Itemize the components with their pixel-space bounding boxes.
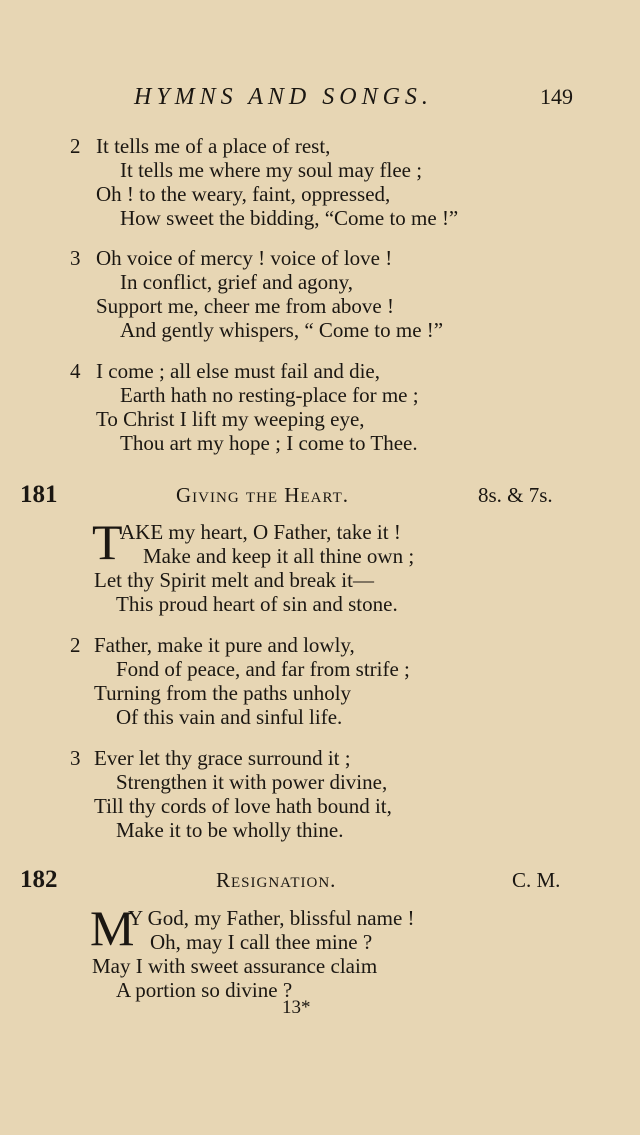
verse-line: Till thy cords of love hath bound it, bbox=[94, 794, 392, 818]
verse-line: How sweet the bidding, “Come to me !” bbox=[120, 206, 459, 230]
verse-line: Make it to be wholly thine. bbox=[116, 818, 344, 842]
verse-line: It tells me of a place of rest, bbox=[96, 134, 331, 158]
verse-line: Fond of peace, and far from strife ; bbox=[116, 657, 410, 681]
verse-line: May I with sweet assurance claim bbox=[92, 954, 378, 978]
running-head-title: HYMNS AND SONGS. bbox=[134, 84, 433, 110]
verse-line: And gently whispers, “ Come to me !” bbox=[120, 318, 444, 342]
hymn-181-heading bbox=[0, 481, 640, 511]
verse-line: Father, make it pure and lowly, bbox=[94, 633, 355, 657]
verse-line: Oh voice of mercy ! voice of love ! bbox=[96, 246, 393, 270]
hymn-number: 182 bbox=[20, 866, 58, 893]
verse-line: Turning from the paths unholy bbox=[94, 681, 352, 705]
stanza-number: 2 bbox=[70, 633, 81, 657]
stanza-number: 2 bbox=[70, 134, 81, 158]
stanza-number: 4 bbox=[70, 359, 81, 383]
verse-line: Support me, cheer me from above ! bbox=[96, 294, 394, 318]
hymn-number: 181 bbox=[20, 481, 58, 508]
hymn-title: Resignation. bbox=[216, 868, 337, 892]
stanza-number: 3 bbox=[70, 746, 81, 770]
verse-line: Of this vain and sinful life. bbox=[116, 705, 343, 729]
page-number: 149 bbox=[540, 84, 573, 109]
verse-line: Strengthen it with power divine, bbox=[116, 770, 388, 794]
stanza-number: 3 bbox=[70, 246, 81, 270]
verse-line: This proud heart of sin and stone. bbox=[116, 592, 398, 616]
hymn-182-heading bbox=[0, 866, 640, 896]
verse-line: Make and keep it all thine own ; bbox=[143, 544, 415, 568]
hymn-meter: C. M. bbox=[512, 868, 561, 892]
verse-line: It tells me where my soul may flee ; bbox=[120, 158, 423, 182]
verse-line: To Christ I lift my weeping eye, bbox=[96, 407, 365, 431]
hymn-title: Giving the Heart. bbox=[176, 483, 349, 507]
drop-cap: T bbox=[92, 514, 123, 570]
verse-line: Ever let thy grace surround it ; bbox=[94, 746, 351, 770]
verse-line: Let thy Spirit melt and break it— bbox=[94, 568, 374, 592]
verse-line: Oh, may I call thee mine ? bbox=[150, 930, 373, 954]
verse-line: I come ; all else must fail and die, bbox=[96, 359, 380, 383]
drop-cap: M bbox=[90, 900, 135, 956]
verse-line: In conflict, grief and agony, bbox=[120, 270, 354, 294]
verse-line: AKE my heart, O Father, take it ! bbox=[120, 520, 401, 544]
verse-line: A portion so divine ? bbox=[116, 978, 293, 1002]
signature-mark: 13* bbox=[282, 997, 311, 1018]
verse-line: Oh ! to the weary, faint, oppressed, bbox=[96, 182, 391, 206]
running-head bbox=[0, 84, 640, 114]
verse-line: Earth hath no resting-place for me ; bbox=[120, 383, 419, 407]
verse-line: Thou art my hope ; I come to Thee. bbox=[120, 431, 418, 455]
hymn-meter: 8s. & 7s. bbox=[478, 483, 553, 507]
verse-line: Y God, my Father, blissful name ! bbox=[128, 906, 415, 930]
